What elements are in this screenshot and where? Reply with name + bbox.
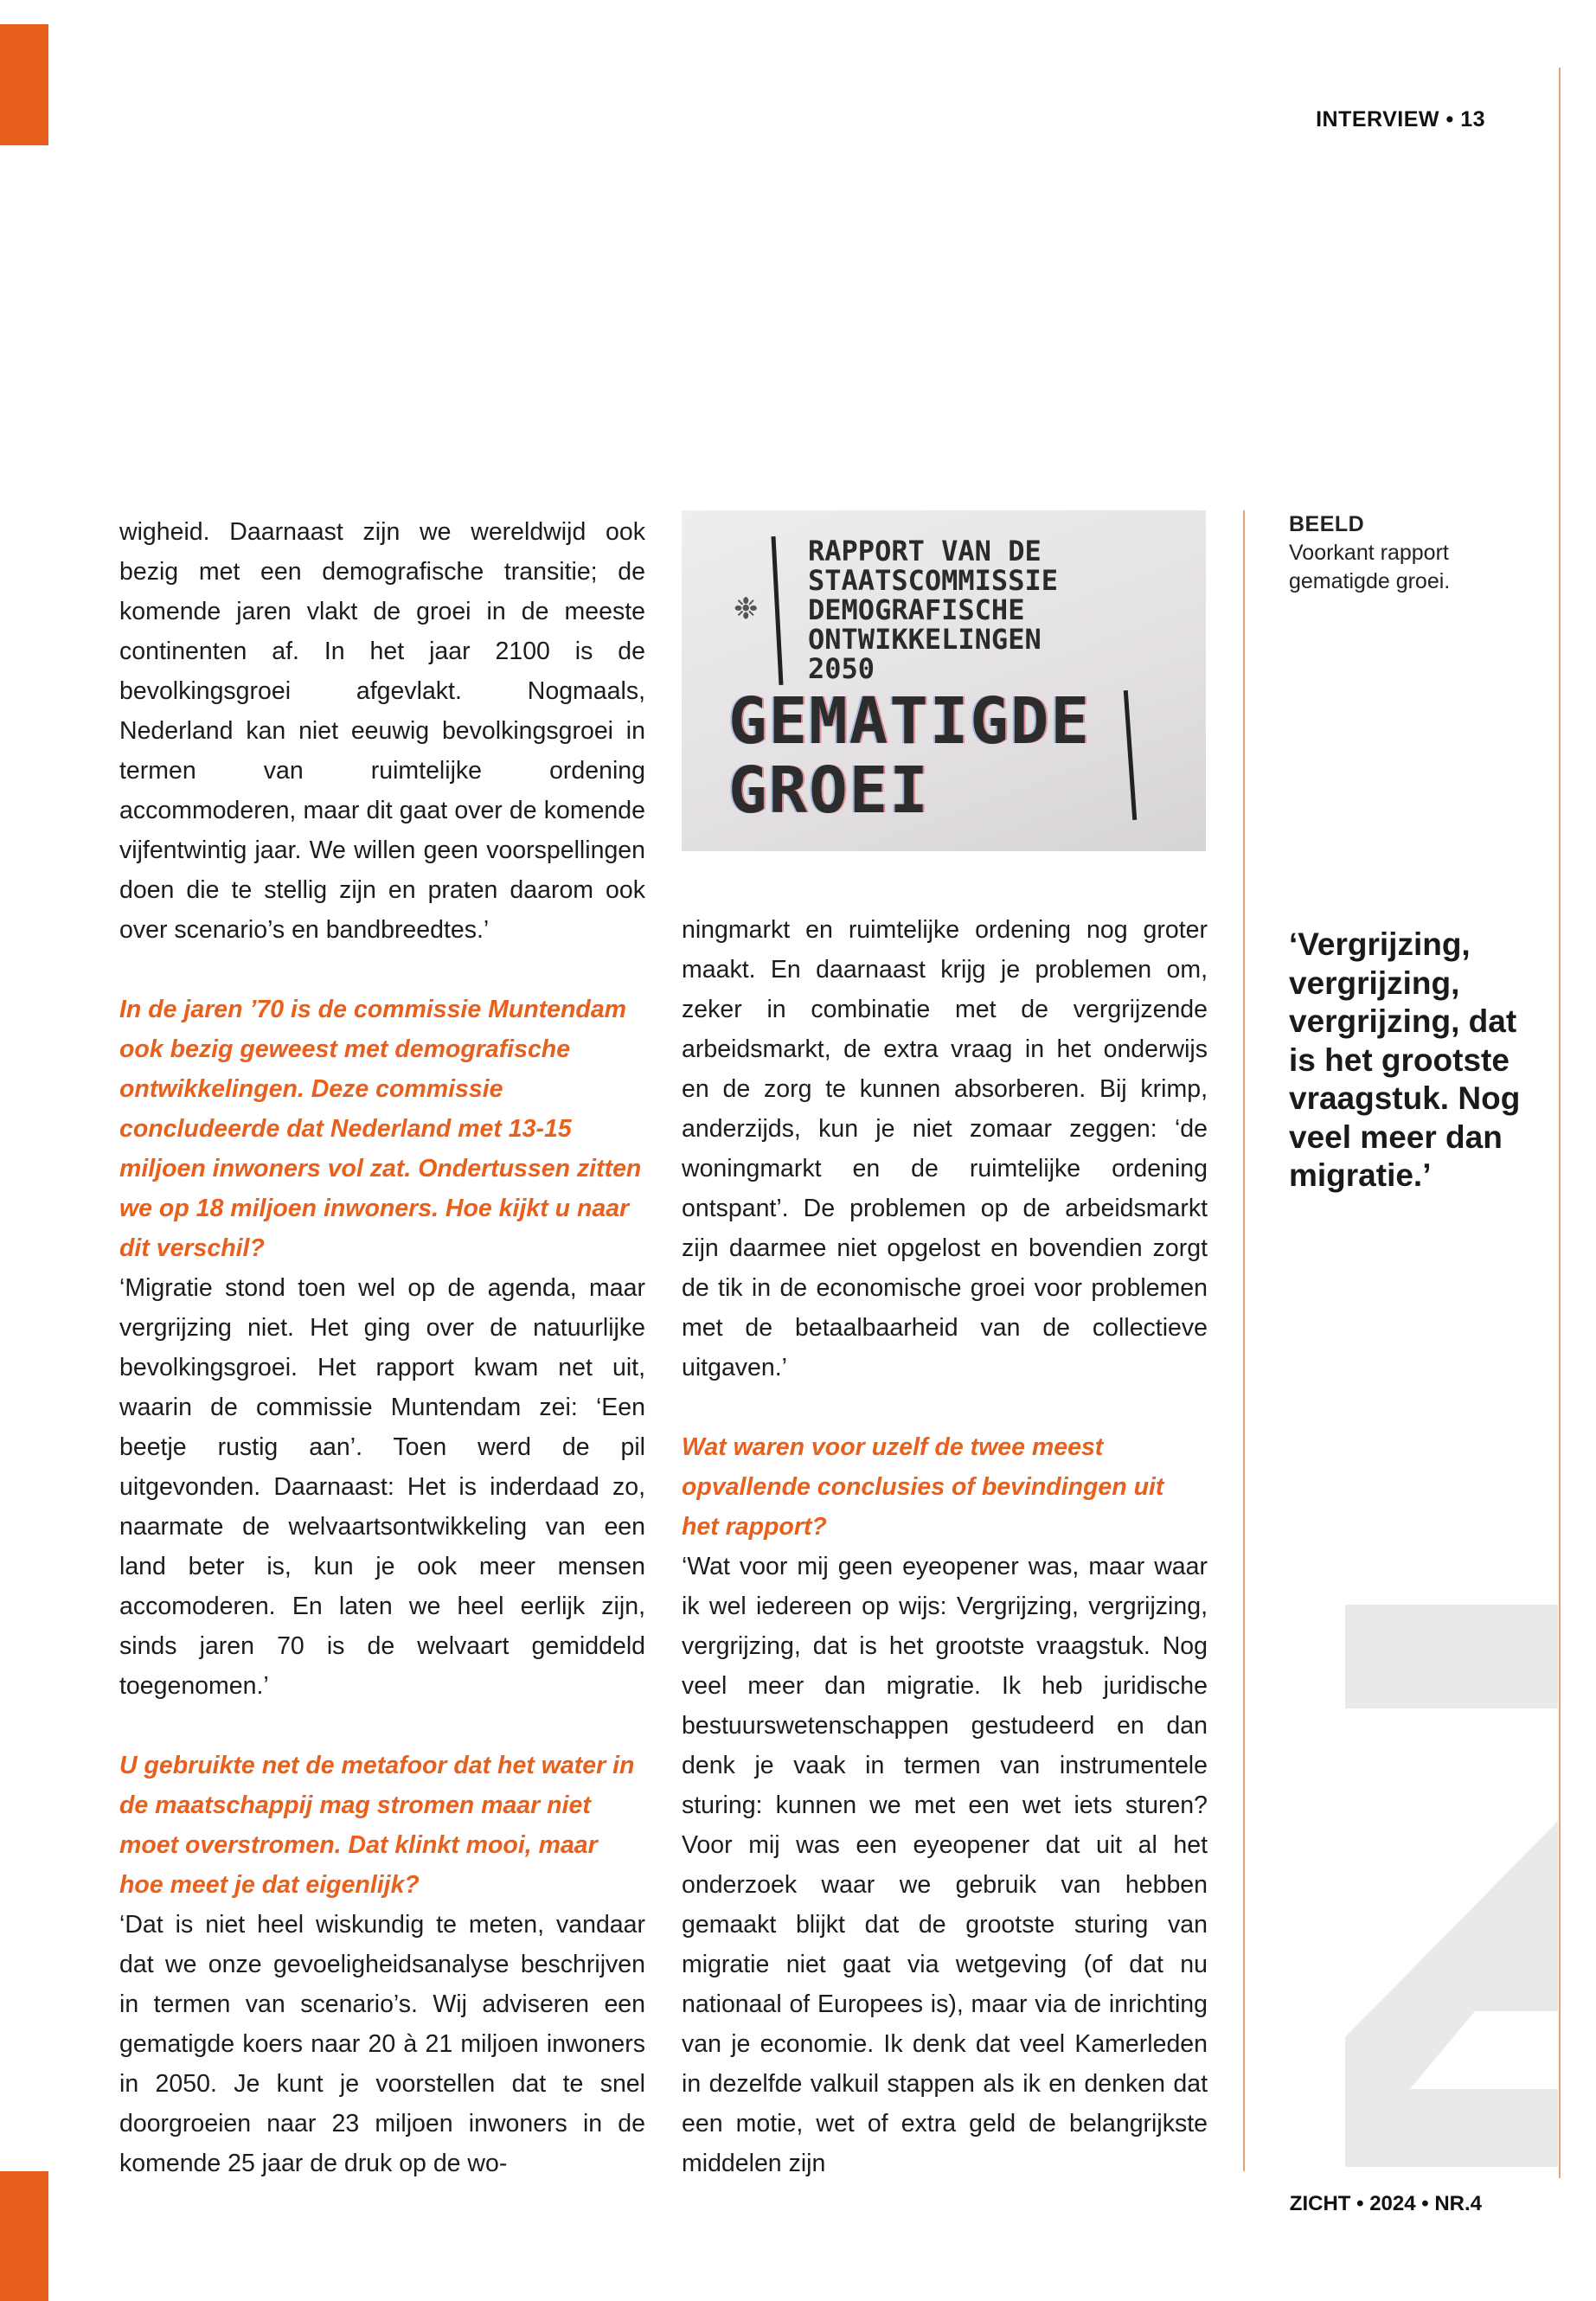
government-logo-icon: ❉ (734, 593, 759, 625)
body-paragraph: ningmarkt en ruimtelijke ordening nog groter maakt. En daarnaast krijg je problemen om, zeker in combinatie met de vergrijzende arbeidsmarkt, de extra vraag in het onderwijs en de zorg te kunnen absorberen. Bij krimp, anderzijds, kun je niet zomaar zeggen: ‘de woningmarkt en de ruimtelijke ordening ontspant’. De problemen op de arbeidsmarkt zijn daarmee niet opgelost en bovendien zorgt de tik in de economische groei voor problemen met de betaalbaarheid van de collectieve uitgaven.’ (682, 916, 1208, 1381)
running-footer: ZICHT • 2024 • NR.4 (1289, 2192, 1482, 2215)
body-paragraph: ‘Migratie stond toen wel op de agenda, maar vergrijzing niet. Het ging over de natuurlijke bevolkingsgroei. Het rapport kwam net uit, waarin de commissie Muntendam zei: ‘Een beetje rustig aan’. Toen werd de pil uitgevonden. Daarnaast: Het is inderdaad zo, naarmate de welvaartsontwikkeling van een land beter is, kun je ook meer mensen accomoderen. En laten we heel eerlijk zijn, sinds jaren 70 is de welvaart gemiddeld toegenomen.’ (119, 1274, 645, 1700)
page-edge-rule (1559, 67, 1561, 2178)
page-number: 13 (1460, 107, 1485, 131)
cover-rule (1124, 690, 1137, 820)
body-paragraph: ‘Wat voor mij geen eyeopener was, maar waar ik wel iedereen op wijs: Vergrijzing, vergrijzing, vergrijzing, dat is het grootste vraagstuk. Nog veel meer dan migratie. Ik heb juridische bestuurswetenschappen gestudeerd en dan denk je vaak in termen van instrumentele sturing: kunnen we met een wet iets sturen? Voor mij was een eyeopener dat uit al het onderzoek waar we gebruik van hebben gemaakt blijkt dat de grootste sturing van migratie niet gaat via wetgeving (of dat nu nationaal of Europees is), maar via de inrichting van je economie. Ik denk dat veel Kamerleden in dezelfde valkuil stappen als ik en denken dat een motie, wet of extra geld de belangrijkste middelen zijn (682, 1553, 1208, 2177)
caption-text: Voorkant rapport gematigde groei. (1289, 541, 1451, 593)
text-column-left (119, 512, 645, 2183)
body-paragraph: ‘Dat is niet heel wiskundig te meten, vandaar dat we onze gevoeligheidsanalyse beschrijven in termen van scenario’s. Wij adviseren een gematigde koers naar 20 à 21 miljoen inwoners in 2050. Je kunt je voorstellen dat te snel doorgroeien naar 23 miljoen inwoners in de komende 25 jaar de druk op de wo- (119, 1911, 645, 2177)
photo-caption (1289, 510, 1514, 596)
running-header (1316, 107, 1485, 132)
accent-bar-top (0, 24, 48, 145)
body-paragraph: wigheid. Daarnaast zijn we wereldwijd ook bezig met een demografische transitie; de komende jaren vlakt de groei in de meeste continenten af. In het jaar 2100 is de bevolkingsgroei afgevlakt. Nogmaals, Nederland kan niet eeuwig bevolkingsgroei in termen van ruimtelijke ordening accommoderen, maar dit gaat over de komende vijfentwintig jaar. We willen geen voorspellingen doen die te stellig zijn en praten daarom ook over scenario’s en bandbreedtes.’ (119, 518, 645, 944)
accent-bar-bottom (0, 2171, 48, 2301)
header-separator: • (1445, 107, 1454, 131)
cover-subtitle: RAPPORT VAN DE STAATSCOMMISSIE DEMOGRAFISCHE ONTWIKKELINGEN 2050 (808, 535, 1058, 685)
report-cover-photo (682, 510, 1206, 851)
text-column-right (682, 910, 1208, 2183)
interview-question: In de jaren ’70 is de commissie Muntendam ook bezig geweest met demografische ontwikkelingen. Deze commissie concludeerde dat Nederland met 13-15 miljoen inwoners vol zat. Ondertussen zitten we op 18 miljoen inwoners. Hoe kijkt u naar dit verschil? (119, 996, 642, 1262)
cover-title: GEMATIGDE GROEI (728, 684, 1091, 828)
caption-label: BEELD (1289, 512, 1365, 536)
cover-rule (772, 536, 784, 685)
sidebar-divider (1243, 510, 1245, 2171)
section-label: INTERVIEW (1316, 107, 1440, 131)
interview-question: Wat waren voor uzelf de twee meest opvallende conclusies of bevindingen uit het rapport? (682, 1433, 1164, 1541)
pull-quote: ‘Vergrijzing, vergrijzing, vergrijzing, dat is het grootste vraagstuk. Nog veel meer dan migratie.’ (1289, 926, 1521, 1193)
interview-question: U gebruikte net de metafoor dat het water in de maatschappij mag stromen maar niet moet overstromen. Dat klinkt mooi, maar hoe meet je dat eigenlijk? (119, 1752, 635, 1899)
decorative-z-shape (1345, 1605, 1558, 2167)
